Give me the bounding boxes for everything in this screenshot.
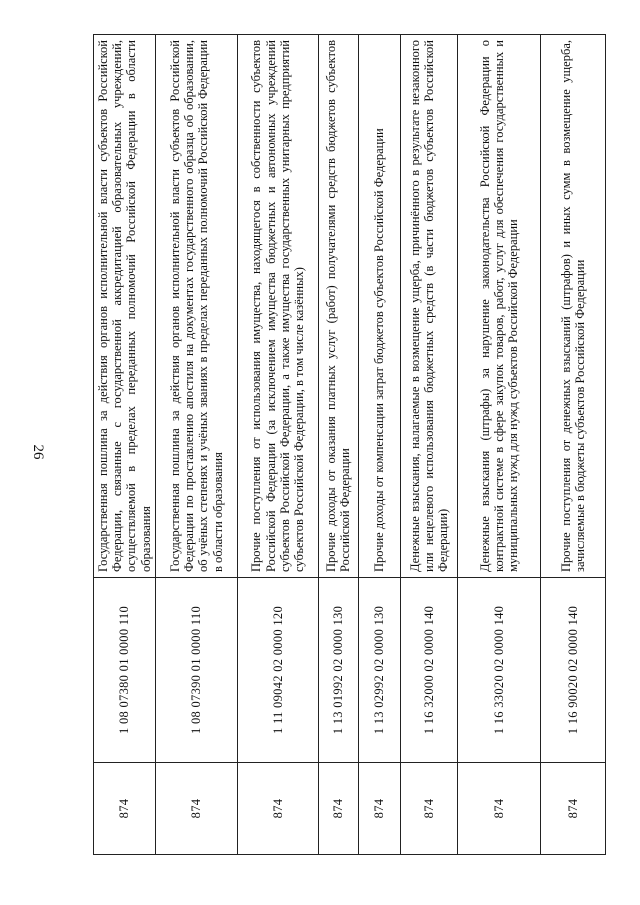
table-row — [358, 35, 400, 855]
budget-code-cell: 1 08 07390 01 0000 110 — [155, 578, 237, 763]
budget-code-cell: 1 16 32000 02 0000 140 — [400, 578, 457, 763]
description-cell: Прочие доходы от компенсации затрат бюджетов субъектов Российской Федерации — [358, 35, 400, 578]
description-cell: Денежные взыскания (штрафы) за нарушение законодательства Российской Федерации о контрактной системе в сфере закупок товаров, работ, услуг для обеспечения государственных и муниципальных нужд для нужд субъектов Российской Федерации — [457, 35, 540, 578]
page-number: 26 — [30, 444, 46, 460]
admin-code-cell: 874 — [94, 763, 156, 855]
revenue-codes-table — [93, 34, 606, 855]
admin-code-cell: 874 — [358, 763, 400, 855]
description-cell: Денежные взыскания, налагаемые в возмещение ущерба, причинённого в результате незаконного или нецелевого использования бюджетных средств (в части бюджетов субъектов Российской Федерации) — [400, 35, 457, 578]
budget-code-cell: 1 08 07380 01 0000 110 — [94, 578, 156, 763]
budget-code-cell: 1 13 02992 02 0000 130 — [358, 578, 400, 763]
description-cell: Прочие поступления от денежных взысканий (штрафов) и иных сумм в возмещение ущерба, зачисляемые в бюджеты субъектов Российской Федерации — [540, 35, 605, 578]
table-row — [540, 35, 605, 855]
budget-code-cell: 1 11 09042 02 0000 120 — [237, 578, 318, 763]
table-row — [155, 35, 237, 855]
table-row — [237, 35, 318, 855]
admin-code-cell: 874 — [457, 763, 540, 855]
budget-code-cell: 1 13 01992 02 0000 130 — [318, 578, 358, 763]
admin-code-cell: 874 — [540, 763, 605, 855]
description-cell: Прочие доходы от оказания платных услуг (работ) получателями средств бюджетов субъектов Российской Федерации — [318, 35, 358, 578]
table-row — [400, 35, 457, 855]
admin-code-cell: 874 — [400, 763, 457, 855]
admin-code-cell: 874 — [318, 763, 358, 855]
description-cell: Государственная пошлина за действия органов исполнительной власти субъектов Российской Федерации, связанные с государственной аккредитацией образовательных учреждений, осуществляемой в пределах переданных полномочий Российской Федерации в области образования — [94, 35, 156, 578]
table-row — [94, 35, 156, 855]
table-row — [457, 35, 540, 855]
description-cell: Прочие поступления от использования имущества, находящегося в собственности субъектов Российской Федерации (за исключением имущества бюджетных и автономных учреждений субъектов Российской Федерации, а также имущества государственных унитарных предприятий субъектов Российской Федерации, в том числе казённых) — [237, 35, 318, 578]
table-row — [318, 35, 358, 855]
rotated-table-wrapper — [93, 35, 603, 855]
admin-code-cell: 874 — [237, 763, 318, 855]
description-cell: Государственная пошлина за действия органов исполнительной власти субъектов Российской Федерации по проставлению апостиля на документах государственного образца об образовании, об учёных степенях и учёных званиях в пределах переданных полномочий Российской Федерации в области образования — [155, 35, 237, 578]
budget-code-cell: 1 16 90020 02 0000 140 — [540, 578, 605, 763]
admin-code-cell: 874 — [155, 763, 237, 855]
budget-code-cell: 1 16 33020 02 0000 140 — [457, 578, 540, 763]
